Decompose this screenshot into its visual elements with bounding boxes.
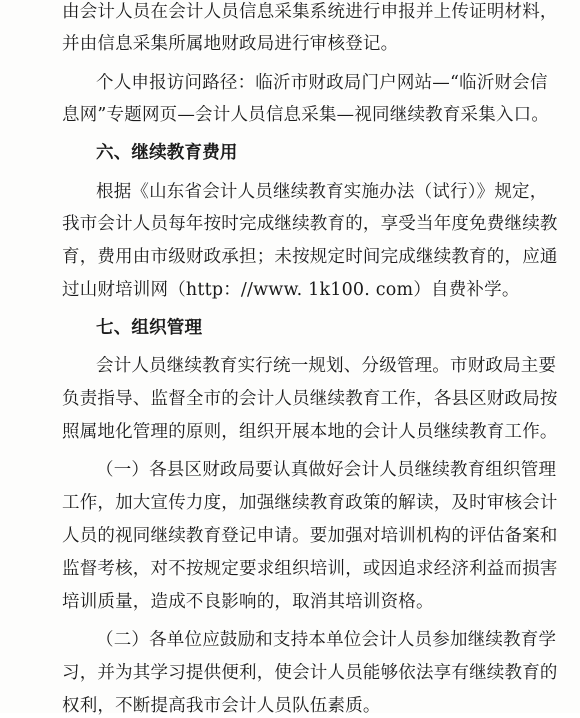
paragraph-line-3: 个人申报访问路径：临沂市财政局门户网站—“临沂财会信 [96, 73, 548, 93]
paragraph-line-18: 习，并为其学习提供便利，使会计人员能够依法享有继续教育的 [62, 663, 558, 683]
paragraph-line-6: 我市会计人员每年按时完成继续教育的，享受当年度免费继续教 [62, 214, 558, 234]
paragraph-line-14: 人员的视同继续教育登记申请。要加强对培训机构的评估备案和 [62, 526, 558, 546]
paragraph-line-16: 培训质量，造成不良影响的，取消其培训资格。 [62, 592, 434, 612]
paragraph-line-15: 监督考核，对不按规定要求组织培训，或因追求经济利益而损害 [62, 559, 558, 579]
paragraph-line-2: 并由信息采集所属地财政局进行审核登记。 [62, 34, 399, 54]
paragraph-line-9: 会计人员继续教育实行统一规划、分级管理。市财政局主要 [96, 356, 557, 376]
paragraph-line-7: 育，费用由市级财政承担；未按规定时间完成继续教育的，应通 [62, 247, 558, 267]
section-heading-organization-management: 七、组织管理 [96, 318, 203, 338]
paragraph-line-11: 照属地化管理的原则，组织开展本地的会计人员继续教育工作。 [62, 422, 558, 442]
paragraph-line-17: （二）各单位应鼓励和支持本单位会计人员参加继续教育学 [96, 630, 557, 650]
paragraph-line-12: （一）各县区财政局要认真做好会计人员继续教育组织管理 [96, 460, 557, 480]
paragraph-line-10: 负责指导、监督全市的会计人员继续教育工作，各县区财政局按 [62, 389, 558, 409]
paragraph-line-5: 根据《山东省会计人员继续教育实施办法（试行）》规定， [96, 182, 548, 202]
paragraph-line-8: 过山财培训网（http：//www. 1k100. com）自费补学。 [62, 280, 520, 300]
paragraph-line-1: 由会计人员在会计人员信息采集系统进行申报并上传证明材料， [62, 2, 558, 22]
paragraph-line-4: 息网”专题网页—会计人员信息采集—视同继续教育采集入口。 [62, 105, 550, 125]
paragraph-line-19: 权利，不断提高我市会计人员队伍素质。 [62, 696, 381, 716]
paragraph-line-13: 工作，加大宣传力度，加强继续教育政策的解读，及时审核会计 [62, 493, 558, 513]
section-heading-continuing-education-fees: 六、继续教育费用 [96, 143, 238, 163]
